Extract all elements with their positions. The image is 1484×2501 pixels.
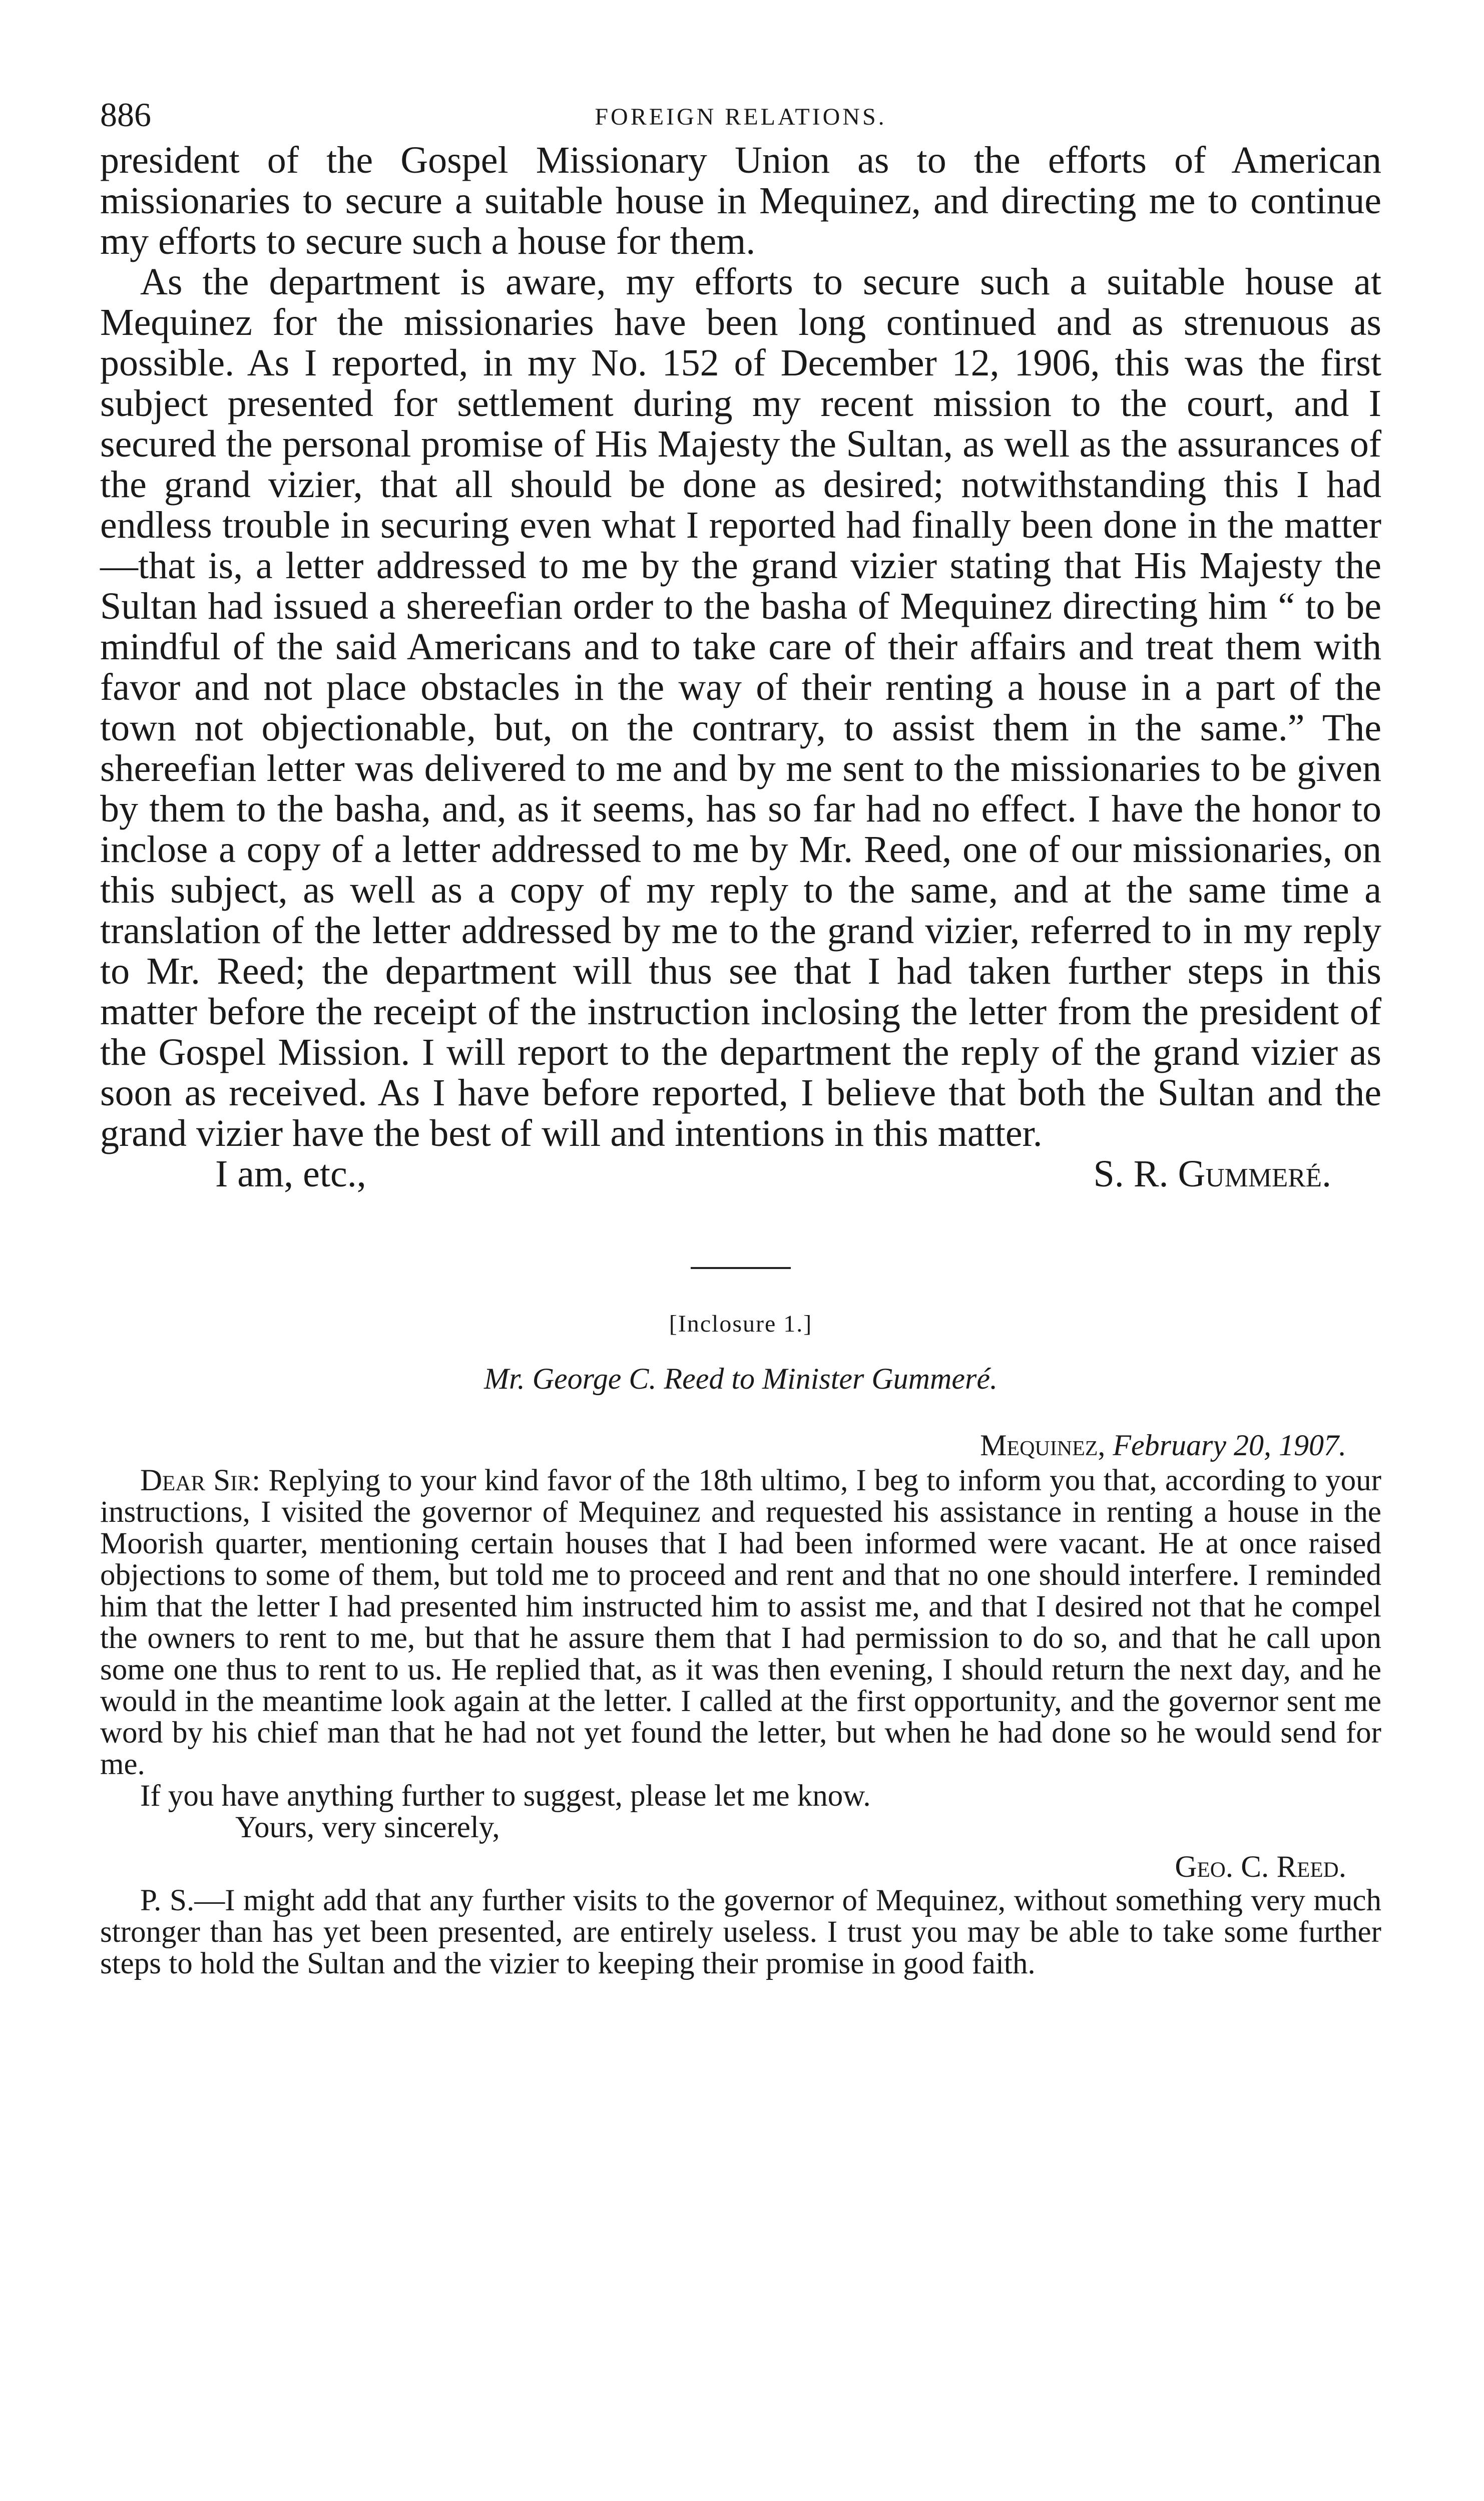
signature-reed: Geo. C. Reed. xyxy=(1175,1850,1346,1884)
page-number: 886 xyxy=(100,96,151,134)
main-paragraph: As the department is aware, my efforts to secure such a suitable house at Mequinez for the missionaries have been long continued and as strenuous as possible. As I reported, in my No. 152 of December 12, 1906, this was the first subject presented for settlement during my recent mission to the court, and I secured the personal promise of His Majesty the Sultan, as well as the assurances of the grand vizier, that all should be done as desired; notwithstanding this I had endless trouble in securing even what I reported had finally been done in the matter—that is, a letter addressed to me by the grand vizier stating that His Majesty the Sultan had issued a shereefian order to the basha of Mequinez directing him “ to be mindful of the said Americans and to take care of their affairs and treat them with favor and not place obstacles in the way of their renting a house in a part of the town not objectionable, but, on the contrary, to assist them in the same.” The shereefian letter was delivered to me and by me sent to the missionaries to be given by them to the basha, and, as it seems, has so far had no effect. I have the honor to inclose a copy of a letter addressed to me by Mr. Reed, one of our missionaries, on this subject, as well as a copy of my reply to the same, and at the same time a translation of the letter addressed by me to the grand vizier, referred to in my reply to Mr. Reed; the department will thus see that I had taken further steps in this matter before the receipt of the instruction inclosing the letter from the president of the Gospel Mission. I will report to the department the reply of the grand vizier as soon as received. As I have before reported, I believe that both the Sultan and the grand vizier have the best of will and intentions in this matter. xyxy=(100,261,1381,1154)
dateline-date: February 20, 1907. xyxy=(1113,1429,1346,1462)
running-head: FOREIGN RELATIONS. xyxy=(595,104,887,130)
closing-phrase: I am, etc., xyxy=(215,1153,366,1195)
inclosure-label: [Inclosure 1.] xyxy=(669,1311,813,1337)
letter-paragraph-text: Replying to your kind favor of the 18th ultimo, I beg to inform you that, according to your instructions, I visited the governor of Mequinez and requested his assistance in renting a house in the Moorish quarter, mentioning certain houses that I had been informed were vacant. He at once raised objections to some of them, but told me to proceed and rent and that no one should interfere. I reminded him that the letter I had presented him instructed him to assist me, and that I desired not that he compel the owners to rent to me, but that he assure them that I had permission to do so, and that he call upon some one thus to rent to us. He replied that, as it was then evening, I should return the next day, and he would in the meantime look again at the letter. I called at the first opportunity, and the governor sent me word by his chief man that he had not yet found the letter, but when he had done so he would send for me. xyxy=(100,1464,1382,1781)
inclosure-letter-body xyxy=(100,1465,1381,1812)
letter-closing: Yours, very sincerely, xyxy=(235,1811,500,1844)
signature-gummere: S. R. Gummeré. xyxy=(1093,1153,1331,1195)
letter-paragraph: If you have anything further to suggest, please let me know. xyxy=(140,1779,871,1813)
postscript-paragraph: P. S.—I might add that any further visits to the governor of Mequinez, without something very much stronger than has yet been presented, are entirely useless. I trust you may be able to take some further steps to hold the Sultan and the vizier to keeping their promise in good faith. xyxy=(100,1884,1381,1980)
letter-salutation: Dear Sir: xyxy=(140,1464,261,1497)
dateline-place: Mequinez, xyxy=(980,1429,1106,1462)
main-paragraph-continued: president of the Gospel Missionary Union as to the efforts of American missionaries to secure a suitable house in Mequinez, and directing me to continue my efforts to secure such a house for them. xyxy=(100,139,1381,262)
inclosure-dateline xyxy=(100,1428,1381,1463)
page-header xyxy=(100,85,1381,140)
main-letter-body xyxy=(100,140,1381,1154)
main-letter-closing xyxy=(100,1154,1381,1198)
letter-paragraph xyxy=(100,1465,1381,1780)
inclosure-title: Mr. George C. Reed to Minister Gummeré. xyxy=(484,1362,998,1395)
section-divider xyxy=(691,1267,791,1269)
letter-postscript xyxy=(100,1885,1381,1979)
document-page xyxy=(100,85,1381,1979)
